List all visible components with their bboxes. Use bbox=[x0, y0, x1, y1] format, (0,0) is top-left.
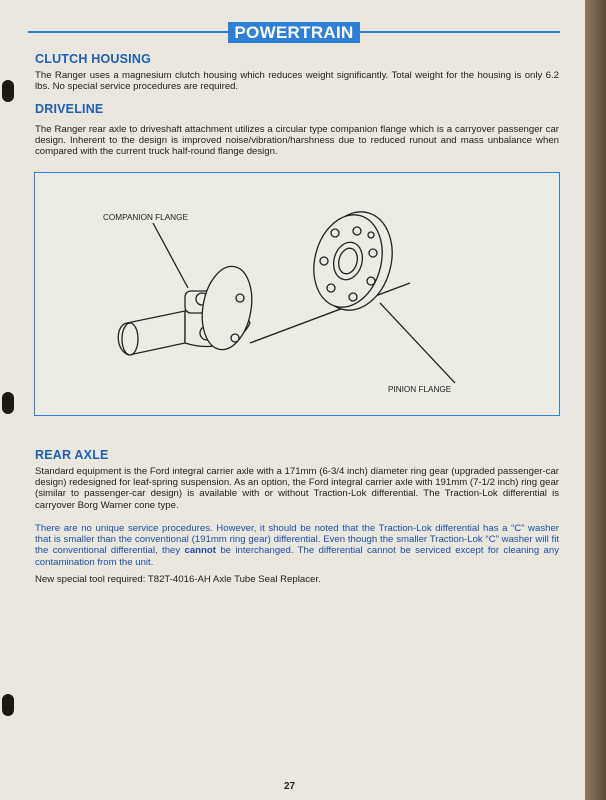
driveline-heading: DRIVELINE bbox=[35, 102, 104, 116]
special-tool-note: New special tool required: T82T-4016-AH Axle Tube Seal Replacer. bbox=[35, 574, 321, 585]
clutch-heading: CLUTCH HOUSING bbox=[35, 52, 151, 66]
cannot-emphasis: cannot bbox=[184, 545, 216, 557]
binder-hole bbox=[2, 694, 14, 716]
page-edge bbox=[585, 0, 606, 800]
driveline-body: The Ranger rear axle to driveshaft attachment utilizes a circular type companion flange which is a carryover passenger car design. Inherent to the design is improved noise/vibration/harshness due to reduced runout and mass unbalance when compared with the current truck half-round flange design. bbox=[35, 124, 559, 158]
service-note-part: There are no unique service procedures. However, it should be noted that the Traction-Lok differential has a “C” washer that is smaller than the conventional (191mm ring gear) differential. Even though the smaller Traction-Lok “C” washer will fit the conventional differential, they bbox=[35, 523, 559, 557]
rear-axle-heading: REAR AXLE bbox=[35, 448, 109, 462]
service-note-part: be interchanged. The differential cannot be serviced except for cleaning any contamination from the unit. bbox=[35, 545, 559, 568]
flange-drawing bbox=[35, 173, 559, 415]
pinion-flange-label: PINION FLANGE bbox=[388, 385, 452, 394]
clutch-body: The Ranger uses a magnesium clutch housing which reduces weight significantly. Total weight for the housing is only 6.2 lbs. No special service procedures are required. bbox=[35, 70, 559, 93]
binder-hole bbox=[2, 80, 14, 102]
binder-hole bbox=[2, 392, 14, 414]
flange-illustration bbox=[34, 172, 560, 416]
companion-flange-label: COMPANION FLANGE bbox=[103, 213, 188, 222]
section-banner: POWERTRAIN bbox=[228, 22, 360, 43]
rear-axle-body: Standard equipment is the Ford integral carrier axle with a 171mm (6-3/4 inch) diameter ring gear (upgraded passenger-car design) redesigned for leaf-spring suspension. As an option, the Ford integral carrier axle with 191mm (7-1/2 inch) ring gear (similar to passenger-car design) is available with or without Traction-Lok differential. The Traction-Lok differential is carryover Borg Warner cone type. bbox=[35, 466, 559, 511]
page-number: 27 bbox=[284, 781, 296, 792]
service-note bbox=[35, 523, 559, 568]
